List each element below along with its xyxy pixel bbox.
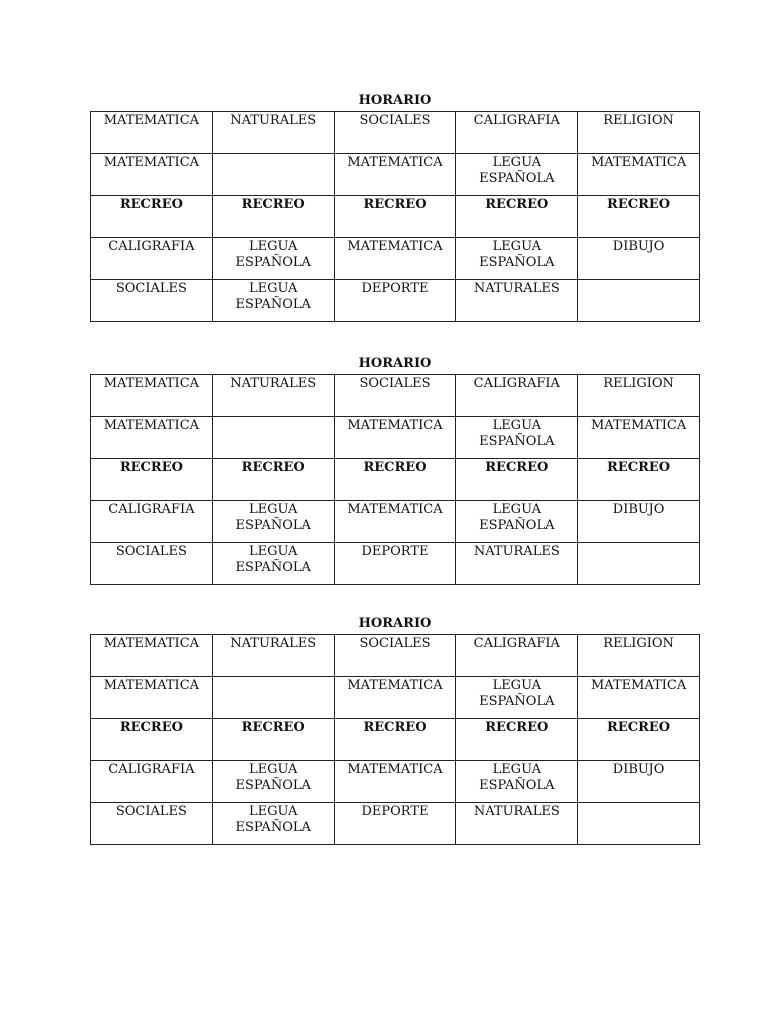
table-cell: SOCIALES [334, 635, 456, 677]
table-row [91, 154, 700, 196]
table-cell: MATEMATICA [91, 154, 213, 196]
table-cell: NATURALES [212, 112, 334, 154]
recess-cell: RECREO [578, 719, 700, 761]
table-cell: DEPORTE [334, 803, 456, 845]
table-cell: NATURALES [456, 543, 578, 585]
table-cell: LEGUA ESPAÑOLA [456, 417, 578, 459]
recess-cell: RECREO [456, 459, 578, 501]
table-cell [578, 543, 700, 585]
recess-cell: RECREO [578, 196, 700, 238]
table-cell: SOCIALES [91, 543, 213, 585]
recess-cell: RECREO [334, 196, 456, 238]
table-cell: MATEMATICA [91, 677, 213, 719]
schedule-title: HORARIO [358, 356, 432, 371]
recess-row [91, 719, 700, 761]
table-cell: MATEMATICA [578, 417, 700, 459]
table-row [91, 112, 700, 154]
table-row [91, 417, 700, 459]
table-row [91, 803, 700, 845]
table-cell: SOCIALES [334, 112, 456, 154]
table-cell [212, 417, 334, 459]
table-row [91, 375, 700, 417]
table-cell: MATEMATICA [334, 238, 456, 280]
schedule-table [90, 374, 700, 585]
table-row [91, 238, 700, 280]
schedule-block [90, 356, 700, 585]
table-cell: LEGUA ESPAÑOLA [456, 761, 578, 803]
recess-row [91, 459, 700, 501]
table-row [91, 677, 700, 719]
table-cell: CALIGRAFIA [91, 761, 213, 803]
table-cell: DIBUJO [578, 761, 700, 803]
recess-cell: RECREO [91, 459, 213, 501]
table-cell: NATURALES [212, 635, 334, 677]
table-cell: MATEMATICA [578, 677, 700, 719]
recess-cell: RECREO [334, 719, 456, 761]
table-cell: MATEMATICA [334, 677, 456, 719]
table-cell: CALIGRAFIA [456, 112, 578, 154]
table-cell: MATEMATICA [91, 375, 213, 417]
table-cell [578, 803, 700, 845]
table-cell [212, 677, 334, 719]
table-cell: DIBUJO [578, 238, 700, 280]
table-row [91, 501, 700, 543]
table-cell: RELIGION [578, 112, 700, 154]
table-row [91, 543, 700, 585]
table-cell: SOCIALES [91, 280, 213, 322]
recess-cell: RECREO [212, 459, 334, 501]
table-cell: CALIGRAFIA [456, 375, 578, 417]
schedule-table [90, 111, 700, 322]
schedule-block [90, 616, 700, 845]
table-cell: MATEMATICA [578, 154, 700, 196]
table-cell: LEGUA ESPAÑOLA [212, 501, 334, 543]
table-cell: MATEMATICA [334, 761, 456, 803]
table-cell: DIBUJO [578, 501, 700, 543]
table-cell: MATEMATICA [334, 154, 456, 196]
table-cell: LEGUA ESPAÑOLA [456, 677, 578, 719]
table-cell: NATURALES [456, 280, 578, 322]
table-cell: CALIGRAFIA [456, 635, 578, 677]
table-cell: LEGUA ESPAÑOLA [212, 803, 334, 845]
table-cell: MATEMATICA [334, 417, 456, 459]
table-row [91, 635, 700, 677]
table-cell: SOCIALES [91, 803, 213, 845]
recess-cell: RECREO [456, 719, 578, 761]
table-cell: DEPORTE [334, 543, 456, 585]
table-cell: MATEMATICA [334, 501, 456, 543]
table-cell: MATEMATICA [91, 112, 213, 154]
table-cell [578, 280, 700, 322]
table-cell: LEGUA ESPAÑOLA [212, 238, 334, 280]
recess-cell: RECREO [334, 459, 456, 501]
table-cell: NATURALES [212, 375, 334, 417]
table-cell: MATEMATICA [91, 635, 213, 677]
table-cell: DEPORTE [334, 280, 456, 322]
recess-cell: RECREO [578, 459, 700, 501]
table-cell [212, 154, 334, 196]
schedule-title: HORARIO [358, 93, 432, 108]
table-cell: MATEMATICA [91, 417, 213, 459]
table-cell: LEGUA ESPAÑOLA [456, 238, 578, 280]
recess-cell: RECREO [456, 196, 578, 238]
schedule-block [90, 93, 700, 322]
table-cell: LEGUA ESPAÑOLA [456, 501, 578, 543]
recess-cell: RECREO [212, 196, 334, 238]
table-cell: RELIGION [578, 635, 700, 677]
table-cell: LEGUA ESPAÑOLA [212, 761, 334, 803]
table-row [91, 761, 700, 803]
table-cell: CALIGRAFIA [91, 501, 213, 543]
table-cell: LEGUA ESPAÑOLA [212, 543, 334, 585]
table-cell: RELIGION [578, 375, 700, 417]
table-cell: CALIGRAFIA [91, 238, 213, 280]
table-cell: LEGUA ESPAÑOLA [456, 154, 578, 196]
schedule-title: HORARIO [358, 616, 432, 631]
schedule-table [90, 634, 700, 845]
recess-row [91, 196, 700, 238]
table-row [91, 280, 700, 322]
recess-cell: RECREO [212, 719, 334, 761]
recess-cell: RECREO [91, 196, 213, 238]
table-cell: NATURALES [456, 803, 578, 845]
recess-cell: RECREO [91, 719, 213, 761]
table-cell: SOCIALES [334, 375, 456, 417]
table-cell: LEGUA ESPAÑOLA [212, 280, 334, 322]
